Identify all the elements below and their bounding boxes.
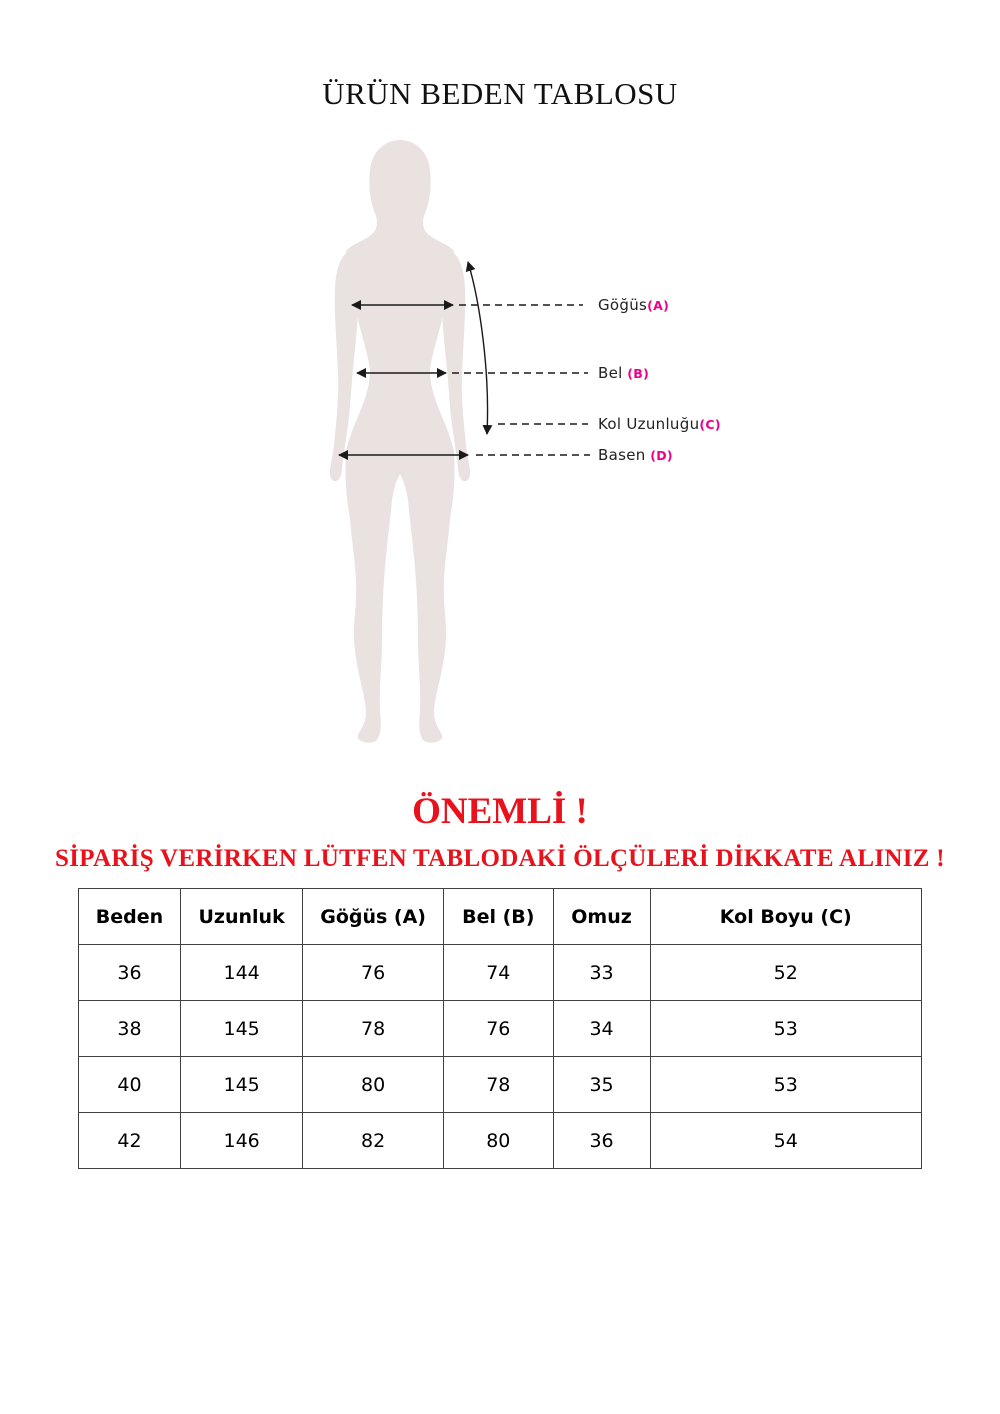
label-kol-code: (C) — [699, 417, 721, 432]
label-bel-code: (B) — [622, 366, 650, 381]
body-measurement-diagram — [280, 138, 740, 762]
label-bel — [598, 364, 649, 382]
label-gogus-code: (A) — [647, 298, 670, 313]
table-cell: 74 — [444, 945, 554, 1001]
table-cell: 33 — [553, 945, 650, 1001]
table-cell: 52 — [650, 945, 921, 1001]
table-cell: 82 — [303, 1113, 444, 1169]
table-cell: 78 — [303, 1001, 444, 1057]
page-title: ÜRÜN BEDEN TABLOSU — [322, 76, 678, 111]
table-cell: 38 — [79, 1001, 181, 1057]
label-kol-text: Kol Uzunluğu — [598, 415, 700, 433]
col-header-bel: Bel (B) — [444, 889, 554, 945]
order-warning-text: SİPARİŞ VERİRKEN LÜTFEN TABLODAKİ ÖLÇÜLERİ DİKKATE ALINIZ ! — [55, 845, 945, 872]
col-header-beden: Beden — [79, 889, 181, 945]
table-cell: 145 — [181, 1057, 303, 1113]
table-cell: 146 — [181, 1113, 303, 1169]
table-cell: 80 — [444, 1113, 554, 1169]
table-row — [79, 1001, 922, 1057]
important-heading: ÖNEMLİ ! — [412, 791, 588, 832]
table-cell: 54 — [650, 1113, 921, 1169]
table-cell: 53 — [650, 1001, 921, 1057]
table-cell: 42 — [79, 1113, 181, 1169]
size-table — [78, 888, 922, 1169]
table-row — [79, 1057, 922, 1113]
table-cell: 35 — [553, 1057, 650, 1113]
col-header-omuz: Omuz — [553, 889, 650, 945]
table-cell: 78 — [444, 1057, 554, 1113]
table-header-row — [79, 889, 922, 945]
table-cell: 80 — [303, 1057, 444, 1113]
table-cell: 145 — [181, 1001, 303, 1057]
col-header-uzunluk: Uzunluk — [181, 889, 303, 945]
table-cell: 53 — [650, 1057, 921, 1113]
label-gogus-text: Göğüs — [598, 296, 648, 314]
table-cell: 144 — [181, 945, 303, 1001]
table-cell: 34 — [553, 1001, 650, 1057]
label-kol-uzunlugu — [598, 415, 721, 433]
label-gogus — [598, 296, 669, 314]
table-cell: 76 — [444, 1001, 554, 1057]
table-row — [79, 1113, 922, 1169]
table-cell: 36 — [79, 945, 181, 1001]
col-header-gogus: Göğüs (A) — [303, 889, 444, 945]
col-header-kol-boyu: Kol Boyu (C) — [650, 889, 921, 945]
table-row — [79, 945, 922, 1001]
table-cell: 76 — [303, 945, 444, 1001]
table-cell: 40 — [79, 1057, 181, 1113]
arm-length-measure-arrow — [468, 262, 488, 434]
label-basen — [598, 446, 673, 464]
label-basen-text: Basen — [598, 446, 646, 464]
label-basen-code: (D) — [645, 448, 673, 463]
label-bel-text: Bel — [598, 364, 623, 382]
female-silhouette — [330, 140, 470, 743]
table-cell: 36 — [553, 1113, 650, 1169]
